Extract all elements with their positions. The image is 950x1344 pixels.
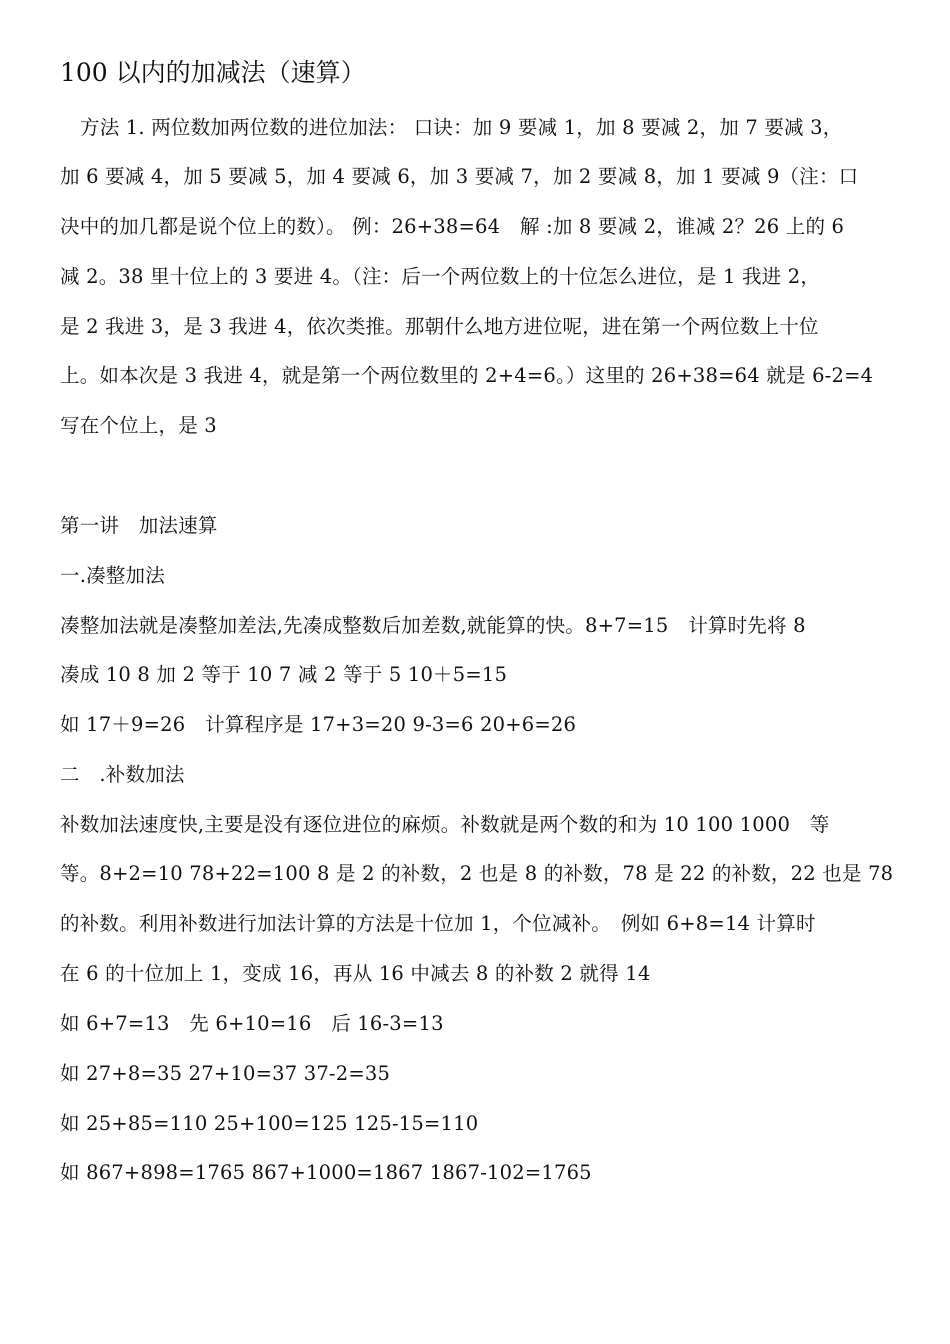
- section-1-line-1: 凑整加法就是凑整加差法,先凑成整数后加差数,就能算的快。8+7=15 计算时先将 8: [60, 614, 806, 637]
- section-1-heading: 一.凑整加法: [60, 564, 165, 587]
- section-2-line-3: 的补数。利用补数进行加法计算的方法是十位加 1，个位减补。 例如 6+8=14 计算时: [60, 912, 816, 935]
- section-2-example-2: 如 27+8=35 27+10=37 37-2=35: [60, 1062, 391, 1085]
- section-2-heading: 二 .补数加法: [60, 763, 185, 786]
- section-2-example-4: 如 867+898=1765 867+1000=1867 1867-102=1765: [60, 1161, 592, 1184]
- method-line-3: 决中的加几都是说个位上的数）。 例：26+38=64 解 :加 8 要减 2，谁减 2？26 上的 6: [60, 215, 845, 238]
- section-2-line-2: 等。8+2=10 78+22=100 8 是 2 的补数，2 也是 8 的补数，78 是 22 的补数，22 也是 78: [60, 862, 894, 885]
- section-2-example-1: 如 6+7=13 先 6+10=16 后 16-3=13: [60, 1012, 444, 1035]
- section-2-example-3: 如 25+85=110 25+100=125 125-15=110: [60, 1112, 479, 1135]
- method-line-6: 上。如本次是 3 我进 4，就是第一个两位数里的 2+4=6。）这里的 26+38=64 就是 6-2=4: [60, 364, 874, 387]
- section-2-line-4: 在 6 的十位加上 1，变成 16，再从 16 中减去 8 的补数 2 就得 14: [60, 962, 651, 985]
- method-line-7: 写在个位上，是 3: [60, 414, 217, 437]
- section-1-line-3: 如 17＋9=26 计算程序是 17+3=20 9-3=6 20+6=26: [60, 713, 577, 736]
- method-line-4: 减 2。38 里十位上的 3 要进 4。（注：后一个两位数上的十位怎么进位，是 1 我进 2，: [60, 265, 821, 288]
- method-line-5: 是 2 我进 3，是 3 我进 4，依次类推。那朝什么地方进位呢，进在第一个两位数上十位: [60, 315, 819, 338]
- lecture-heading: 第一讲 加法速算: [60, 514, 218, 537]
- method-line-1: 方法 1. 两位数加两位数的进位加法： 口诀：加 9 要减 1，加 8 要减 2，加 7 要减 3，: [80, 116, 843, 139]
- document-title: 100 以内的加减法（速算）: [60, 58, 366, 87]
- section-1-line-2: 凑成 10 8 加 2 等于 10 7 减 2 等于 5 10＋5=15: [60, 663, 508, 686]
- section-2-line-1: 补数加法速度快,主要是没有逐位进位的麻烦。补数就是两个数的和为 10 100 1000 等: [60, 813, 830, 836]
- method-line-2: 加 6 要减 4，加 5 要减 5，加 4 要减 6，加 3 要减 7，加 2 要减 8，加 1 要减 9（注：口: [60, 165, 859, 188]
